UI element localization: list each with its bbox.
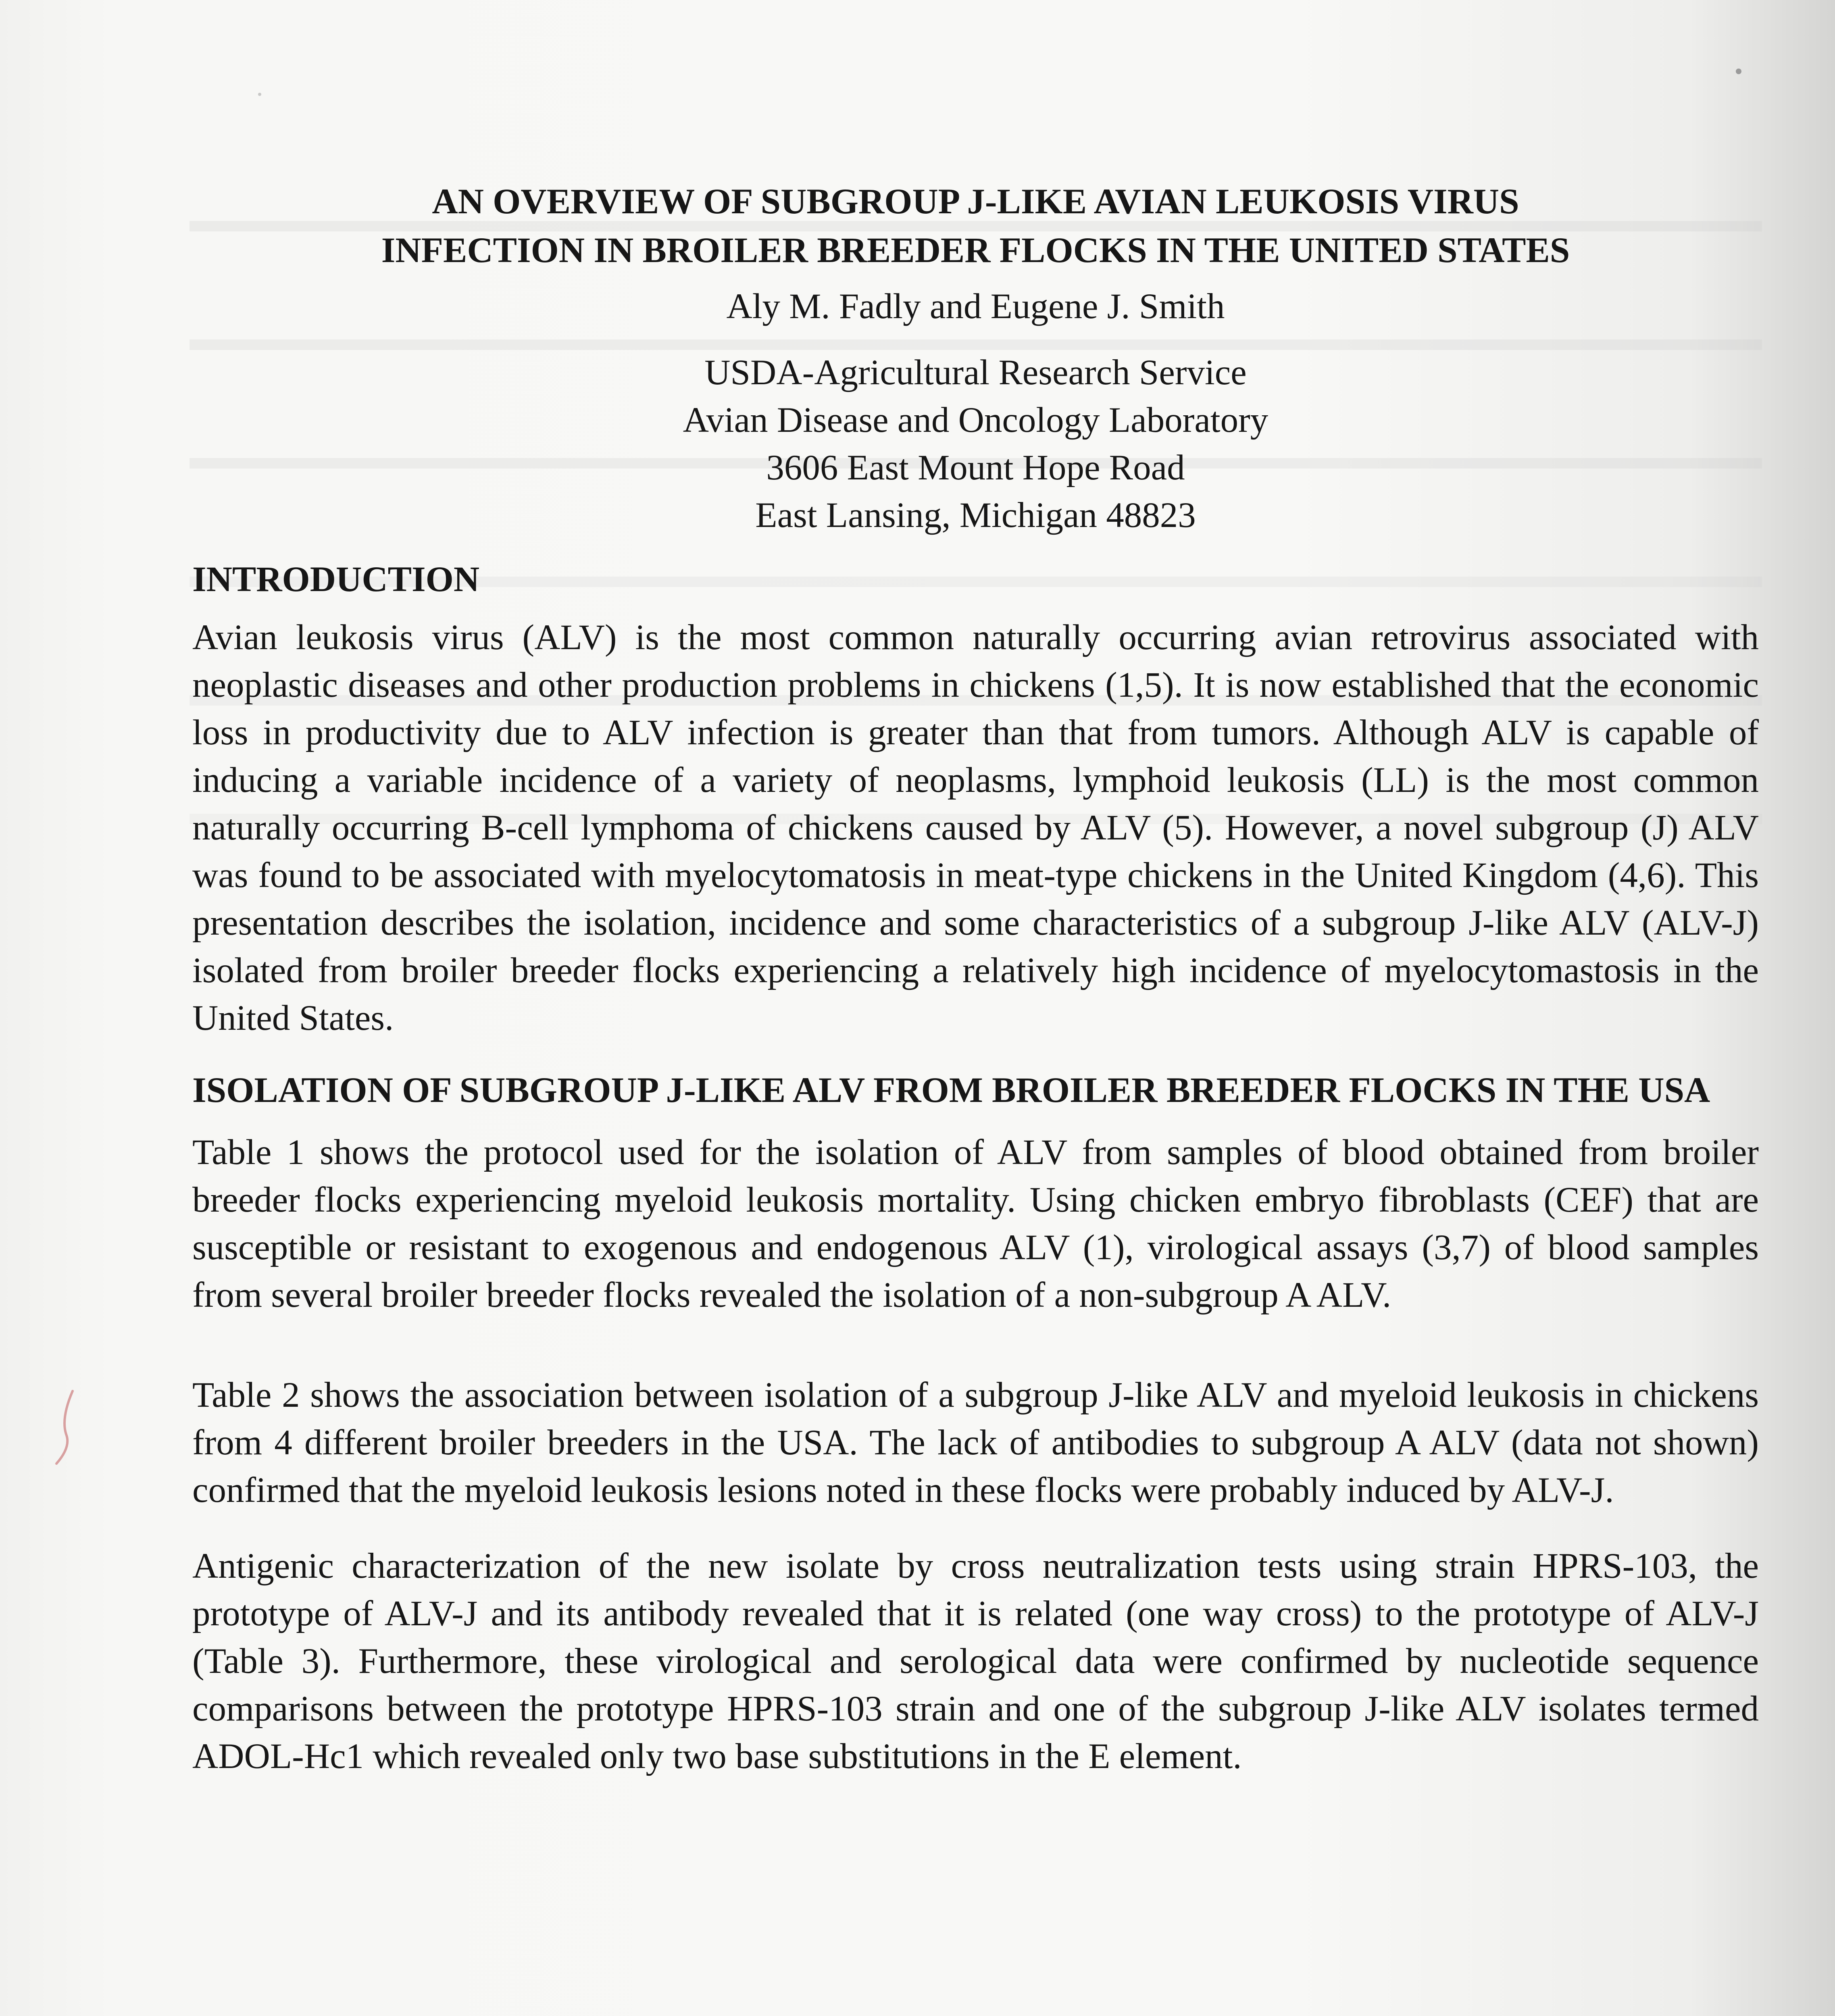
isolation-paragraph-2: Table 2 shows the association between isolation of a subgroup J-like ALV and myeloid leukosis in chickens from 4 different broiler breeders in the USA. The lack of antibodies to subgroup A ALV (data not shown) confirmed that the myeloid leukosis lesions noted in these flocks were probably induced by ALV-J. bbox=[192, 1375, 1759, 1510]
affiliation bbox=[192, 349, 1759, 539]
title-line-1: AN OVERVIEW OF SUBGROUP J-LIKE AVIAN LEUKOSIS VIRUS bbox=[432, 182, 1519, 221]
introduction-paragraph: Avian leukosis virus (ALV) is the most common naturally occurring avian retrovirus associated with neoplastic diseases and other production problems in chickens (1,5). It is now established that the economic loss in productivity due to ALV infection is greater than that from tumors. Although ALV is capable of inducing a variable incidence of a variety of neoplasms, lymphoid leukosis (LL) is the most common naturally occurring B-cell lymphoma of chickens caused by ALV (5). However, a novel subgroup (J) ALV was found to be associated with myelocytomatosis in meat-type chickens in the United Kingdom (4,6). This presentation describes the isolation, incidence and some characteristics of a subgroup J-like ALV (ALV-J) isolated from broiler breeder flocks experiencing a relatively high incidence of myelocytomastosis in the United States. bbox=[192, 618, 1759, 1038]
isolation-paragraph-3: Antigenic characterization of the new isolate by cross neutralization tests using strain HPRS-103, the prototype of ALV-J and its antibody revealed that it is related (one way cross) to the prototype of ALV-J (Table 3). Furthermore, these virological and serological data were confirmed by nucleotide sequence comparisons between the prototype HPRS-103 strain and one of the subgroup J-like ALV isolates termed ADOL-Hc1 which revealed only two base substitutions in the E element. bbox=[192, 1546, 1759, 1776]
section-heading-isolation: ISOLATION OF SUBGROUP J-LIKE ALV FROM BROILER BREEDER FLOCKS IN THE USA bbox=[192, 1070, 1710, 1110]
affiliation-line-4: East Lansing, Michigan 48823 bbox=[755, 496, 1196, 535]
section-heading-introduction: INTRODUCTION bbox=[192, 560, 480, 599]
isolation-paragraph-1: Table 1 shows the protocol used for the isolation of ALV from samples of blood obtained from broiler breeder flocks experiencing myeloid leukosis mortality. Using chicken embryo fibroblasts (CEF) that are susceptible or resistant to exogenous and endogenous ALV (1), virological assays (3,7) of blood samples from several broiler breeder flocks revealed the isolation of a non-subgroup A ALV. bbox=[192, 1133, 1759, 1315]
scan-speck bbox=[1736, 69, 1741, 74]
article-body bbox=[192, 177, 1759, 1780]
article-title bbox=[192, 177, 1759, 275]
scan-speck bbox=[258, 93, 261, 96]
pen-mark bbox=[48, 1387, 81, 1468]
affiliation-line-1: USDA-Agricultural Research Service bbox=[704, 353, 1247, 392]
affiliation-line-3: 3606 East Mount Hope Road bbox=[766, 448, 1185, 487]
title-line-2: INFECTION IN BROILER BREEDER FLOCKS IN THE UNITED STATES bbox=[381, 231, 1570, 270]
authors: Aly M. Fadly and Eugene J. Smith bbox=[726, 287, 1225, 326]
affiliation-line-2: Avian Disease and Oncology Laboratory bbox=[683, 400, 1268, 440]
